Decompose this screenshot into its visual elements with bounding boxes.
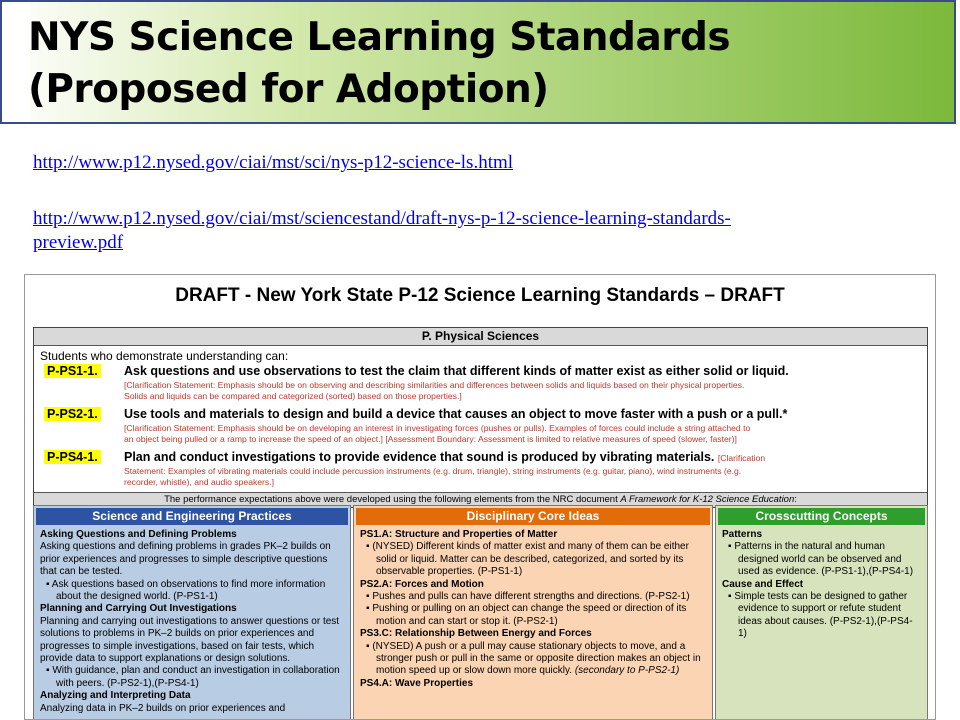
standard-code: P-PS1-1. <box>44 364 101 378</box>
performance-expectation: Ask questions and use observations to test the claim that different kinds of matter exist as either solid or liquid. <box>124 364 789 378</box>
section-header: P. Physical Sciences <box>34 328 927 346</box>
framework-columns <box>33 505 928 720</box>
dci-bullet-text: (NYSED) A push or a pull may cause stationary objects to move, and a stronger push or pull in the same or opposite direction makes an object in motion speed up or slow down more quickly. <box>372 640 701 677</box>
sep-paragraph: Planning and carrying out investigations to answer questions or test solutions to problems in PK–2 builds on prior experiences and progresses to simple investigations, based on fair tests, which provide data to support explanations or design solutions. <box>40 615 340 665</box>
nrc-note-text: The performance expectations above were developed using the following elements from the NRC document <box>164 494 618 505</box>
clarification-line: Statement: Examples of vibrating materials could include percussion instruments (e.g. drum, triangle), string instruments (e.g. guitar, piano), wind instruments (e.g. <box>124 466 742 476</box>
physical-sciences-table <box>33 327 928 508</box>
sep-paragraph: Asking questions and defining problems in grades PK–2 builds on prior experiences and progresses to simple descriptive questions that can be tested. <box>40 541 331 578</box>
standard-code: P-PS2-1. <box>44 407 101 421</box>
dci-bullet: ▪ (NYSED) A push or a pull may cause stationary objects to move, and a stronger push or pull in the same or opposite direction makes an object in motion speed up or slow down more quickly. (secondary to P-PS2-1) <box>366 640 701 677</box>
link-draft-standards-pdf[interactable] <box>33 207 933 255</box>
dci-heading: PS3.C: Relationship Between Energy and Forces <box>360 628 592 640</box>
clarification-line: [Clarification Statement: Emphasis should be on observing and describing similarities and differences between solids and liquids based on their physical properties. <box>124 380 745 390</box>
ccc-bullet-text: Simple tests can be designed to gather evidence to support or refute student ideas about causes. (P-PS2-1),(P-PS4-1) <box>734 591 913 640</box>
dci-header: Disciplinary Core Ideas <box>356 508 710 525</box>
clarification-line: Solids and liquids can be compared and categorized (sorted) based on those properties.] <box>124 391 462 401</box>
sep-body <box>34 529 350 715</box>
performance-expectations <box>34 346 927 492</box>
clarification-statement <box>124 466 924 488</box>
sep-column <box>33 505 351 720</box>
dci-heading: PS2.A: Forces and Motion <box>360 578 484 590</box>
dci-heading: PS1.A: Structure and Properties of Matter <box>360 529 558 540</box>
dci-secondary-note: (secondary to P-PS2-1) <box>574 665 680 677</box>
embedded-standards-document <box>24 274 936 720</box>
intro-text: Students who demonstrate understanding can: <box>40 349 289 363</box>
sep-bullet-text: With guidance, plan and conduct an investigation in collaboration with peers. (P-PS2-1),(P-PS4-1) <box>52 665 340 689</box>
sep-heading: Analyzing and Interpreting Data <box>40 690 191 702</box>
slide-title-banner <box>0 0 956 124</box>
ccc-bullet: ▪ Simple tests can be designed to gather evidence to support or refute student ideas about causes. (P-PS2-1),(P-PS4-1) <box>728 591 913 640</box>
dci-bullet: ▪ (NYSED) Different kinds of matter exist and many of them can be either solid or liquid. Matter can be described, categorized, and sorted by its observable properties. (P-PS1-1) <box>366 541 689 578</box>
ccc-body <box>716 529 927 641</box>
clarification-statement <box>124 423 924 445</box>
pe-text: Plan and conduct investigations to provide evidence that sound is produced by vibrating materials. <box>124 450 715 464</box>
dci-bullet: ▪ Pushing or pulling on an object can change the speed or direction of its motion and can start or stop it. (P-PS2-1) <box>366 603 687 627</box>
sep-paragraph: Analyzing data in PK–2 builds on prior experiences and <box>40 702 286 714</box>
link-nys-science-ls[interactable]: http://www.p12.nysed.gov/ciai/mst/sci/nys-p12-science-ls.html <box>33 152 514 173</box>
dci-body <box>354 529 712 690</box>
clarification-line: [Clarification Statement: Emphasis should be on developing an interest in investigating forces (pushes or pulls). Examples of forces could include a string attached to <box>124 423 751 433</box>
clarification-lead: [Clarification <box>717 453 766 463</box>
clarification-line: recorder, whistle), and audio speakers.] <box>124 477 274 487</box>
standard-code: P-PS4-1. <box>44 450 101 464</box>
ccc-column <box>715 505 928 720</box>
slide-title <box>28 12 730 116</box>
nrc-document-title: A Framework for K-12 Science Education <box>620 494 795 505</box>
ccc-heading: Patterns <box>722 529 763 540</box>
ccc-bullet-text: Patterns in the natural and human designed world can be observed and used as evidence. (P-PS1-1),(P-PS4-1) <box>734 541 914 578</box>
ccc-heading: Cause and Effect <box>722 578 804 590</box>
sep-bullet: ▪ Ask questions based on observations to find more information about the designed world. (P-PS1-1) <box>46 578 326 603</box>
slide-title-line-2: (Proposed for Adoption) <box>28 67 549 112</box>
sep-heading: Planning and Carrying Out Investigations <box>40 603 237 615</box>
dci-heading: PS4.A: Wave Properties <box>360 677 474 689</box>
dci-bullet: ▪ Pushes and pulls can have different strengths and directions. (P-PS2-1) <box>366 591 690 603</box>
document-title: DRAFT - New York State P-12 Science Learning Standards – DRAFT <box>175 285 785 306</box>
dci-column <box>353 505 713 720</box>
nrc-note-tail: : <box>794 494 797 505</box>
performance-expectation <box>124 450 765 464</box>
clarification-statement <box>124 380 924 402</box>
link-draft-standards-pdf-line-2[interactable]: preview.pdf <box>33 232 124 253</box>
banner-white-strip <box>2 2 30 122</box>
sep-bullet-text: Ask questions based on observations to find more information about the designed world. (P-PS1-1) <box>51 578 326 603</box>
sep-bullet: ▪ With guidance, plan and conduct an investigation in collaboration with peers. (P-PS2-1),(P-PS4-1) <box>46 665 340 689</box>
dci-bullet-text: Pushes and pulls can have different strengths and directions. (P-PS2-1) <box>372 591 690 603</box>
sep-header: Science and Engineering Practices <box>36 508 348 525</box>
ccc-header: Crosscutting Concepts <box>718 508 925 525</box>
clarification-line: an object being pulled or a ramp to increase the speed of an object.] [Assessment Boundary: Assessment is limited to relative measures of speed (slower, faster)] <box>124 434 737 444</box>
slide-title-line-1: NYS Science Learning Standards <box>28 15 731 60</box>
performance-expectation: Use tools and materials to design and build a device that causes an object to move faster with a push or a pull.* <box>124 407 788 421</box>
dci-bullet-text: Pushing or pulling on an object can change the speed or direction of its motion and can start or stop it. (P-PS2-1) <box>372 603 687 627</box>
ccc-bullet: ▪ Patterns in the natural and human designed world can be observed and used as evidence. (P-PS1-1),(P-PS4-1) <box>728 541 914 578</box>
link-draft-standards-pdf-line-1[interactable]: http://www.p12.nysed.gov/ciai/mst/sciencestand/draft-nys-p-12-science-learning-standards- <box>33 208 731 229</box>
sep-heading: Asking Questions and Defining Problems <box>40 529 237 540</box>
dci-bullet-text: (NYSED) Different kinds of matter exist and many of them can be either solid or liquid. Matter can be described, categorized, and sorted by its observable properties. (P-PS1-1) <box>372 541 689 578</box>
